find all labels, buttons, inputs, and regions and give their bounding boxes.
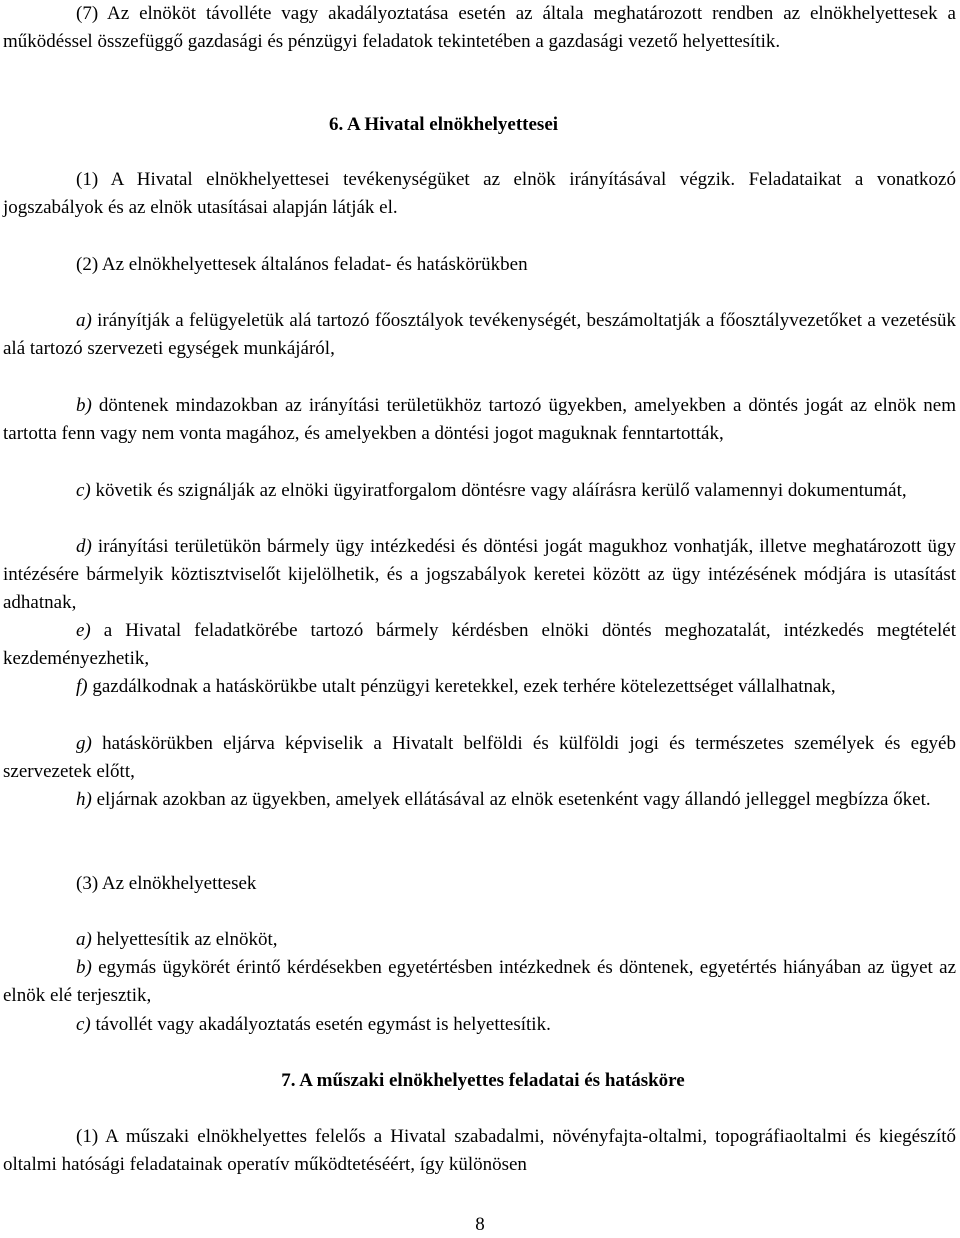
item-letter: c) — [76, 480, 91, 501]
item-text: a Hivatal feladatkörébe tartozó bármely kérdésben elnöki döntés meghozatalát, intézkedés megtételét kezdeményezhetik, — [3, 620, 956, 669]
list-item-b — [3, 392, 956, 448]
paragraph-7: (7) Az elnököt távolléte vagy akadályoztatása esetén az általa meghatározott rendben az elnökhelyettesek a működéssel összefüggő gazdasági és pénzügyi feladatok tekintetében a gazdasági vezető helyettesítik. — [3, 3, 956, 52]
section-6-paragraph-3-intro: (3) Az elnökhelyettesek — [76, 873, 257, 894]
item-text: távollét vagy akadályoztatás esetén egymást is helyettesítik. — [90, 1014, 551, 1035]
item-text: irányítják a felügyeletük alá tartozó főosztályok tevékenységét, beszámoltatják a főosztályvezetőket a vezetésük alá tartozó szervezeti egységek munkájáról, — [3, 310, 956, 359]
list-item-3a — [3, 926, 956, 954]
item-letter: a) — [76, 929, 92, 950]
item-letter: g) — [76, 733, 92, 754]
list-item-e — [3, 617, 956, 673]
section-7-title: 7. A műszaki elnökhelyettes feladatai és hatásköre — [281, 1070, 685, 1091]
list-item-a — [3, 307, 956, 363]
item-text: eljárnak azokban az ügyekben, amelyek ellátásával az elnök esetenként vagy állandó jelleggel megbízza őket. — [91, 789, 931, 810]
item-letter: b) — [76, 957, 92, 978]
list-item-3b — [3, 954, 956, 1010]
item-text: követik és szignálják az elnöki ügyiratforgalom döntésre vagy aláírásra kerülő valamennyi dokumentumát, — [90, 480, 907, 501]
item-letter: h) — [76, 789, 92, 810]
item-letter: a) — [76, 310, 92, 331]
page-number: 8 — [475, 1214, 485, 1235]
item-letter: b) — [76, 395, 92, 416]
list-item-d — [3, 533, 956, 617]
item-text: hatáskörükben eljárva képviselik a Hivatalt belföldi és külföldi jogi és természetes személyek és egyéb szervezetek előtt, — [3, 733, 956, 782]
list-item-h — [3, 786, 956, 814]
section-6-paragraph-2-intro: (2) Az elnökhelyettesek általános feladat- és hatáskörükben — [76, 254, 528, 275]
item-text: egymás ügykörét érintő kérdésekben egyetértésben intézkednek és döntenek, egyetértés hiányában az ügyet az elnök elé terjesztik, — [3, 957, 956, 1006]
item-letter: d) — [76, 536, 92, 557]
list-item-c — [3, 477, 956, 505]
list-item-3c — [3, 1011, 956, 1039]
item-text: helyettesítik az elnököt, — [91, 929, 278, 950]
item-letter: c) — [76, 1014, 91, 1035]
item-text: irányítási területükön bármely ügy intézkedési és döntési jogát magukhoz vonhatják, illetve meghatározott ügy intézésére bármelyik köztisztviselőt kijelölhetik, és a jogszabályok keretei között az ügy intézésének módjára is utasítást adhatnak, — [3, 536, 956, 613]
item-letter: f) — [76, 676, 88, 697]
item-letter: e) — [76, 620, 91, 641]
section-6-paragraph-1: (1) A Hivatal elnökhelyettesei tevékenységüket az elnök irányításával végzik. Feladataikat a vonatkozó jogszabályok és az elnök utasításai alapján látják el. — [3, 169, 956, 218]
list-item-g — [3, 730, 956, 786]
item-text: gazdálkodnak a hatáskörükbe utalt pénzügyi keretekkel, ezek terhére kötelezettséget vállalhatnak, — [87, 676, 836, 697]
item-text: döntenek mindazokban az irányítási területükhöz tartozó ügyekben, amelyekben a döntés jogát az elnök nem tartotta fenn vagy nem vonta magához, és amelyekben a döntési jogot maguknak fenntartották, — [3, 395, 956, 444]
section-7-paragraph-1: (1) A műszaki elnökhelyettes felelős a Hivatal szabadalmi, növényfajta-oltalmi, topográfiaoltalmi és kiegészítő oltalmi hatósági feladatainak operatív működtetéséért, így különösen — [3, 1126, 956, 1175]
section-6-title: 6. A Hivatal elnökhelyettesei — [329, 114, 559, 135]
list-item-f — [3, 673, 956, 701]
